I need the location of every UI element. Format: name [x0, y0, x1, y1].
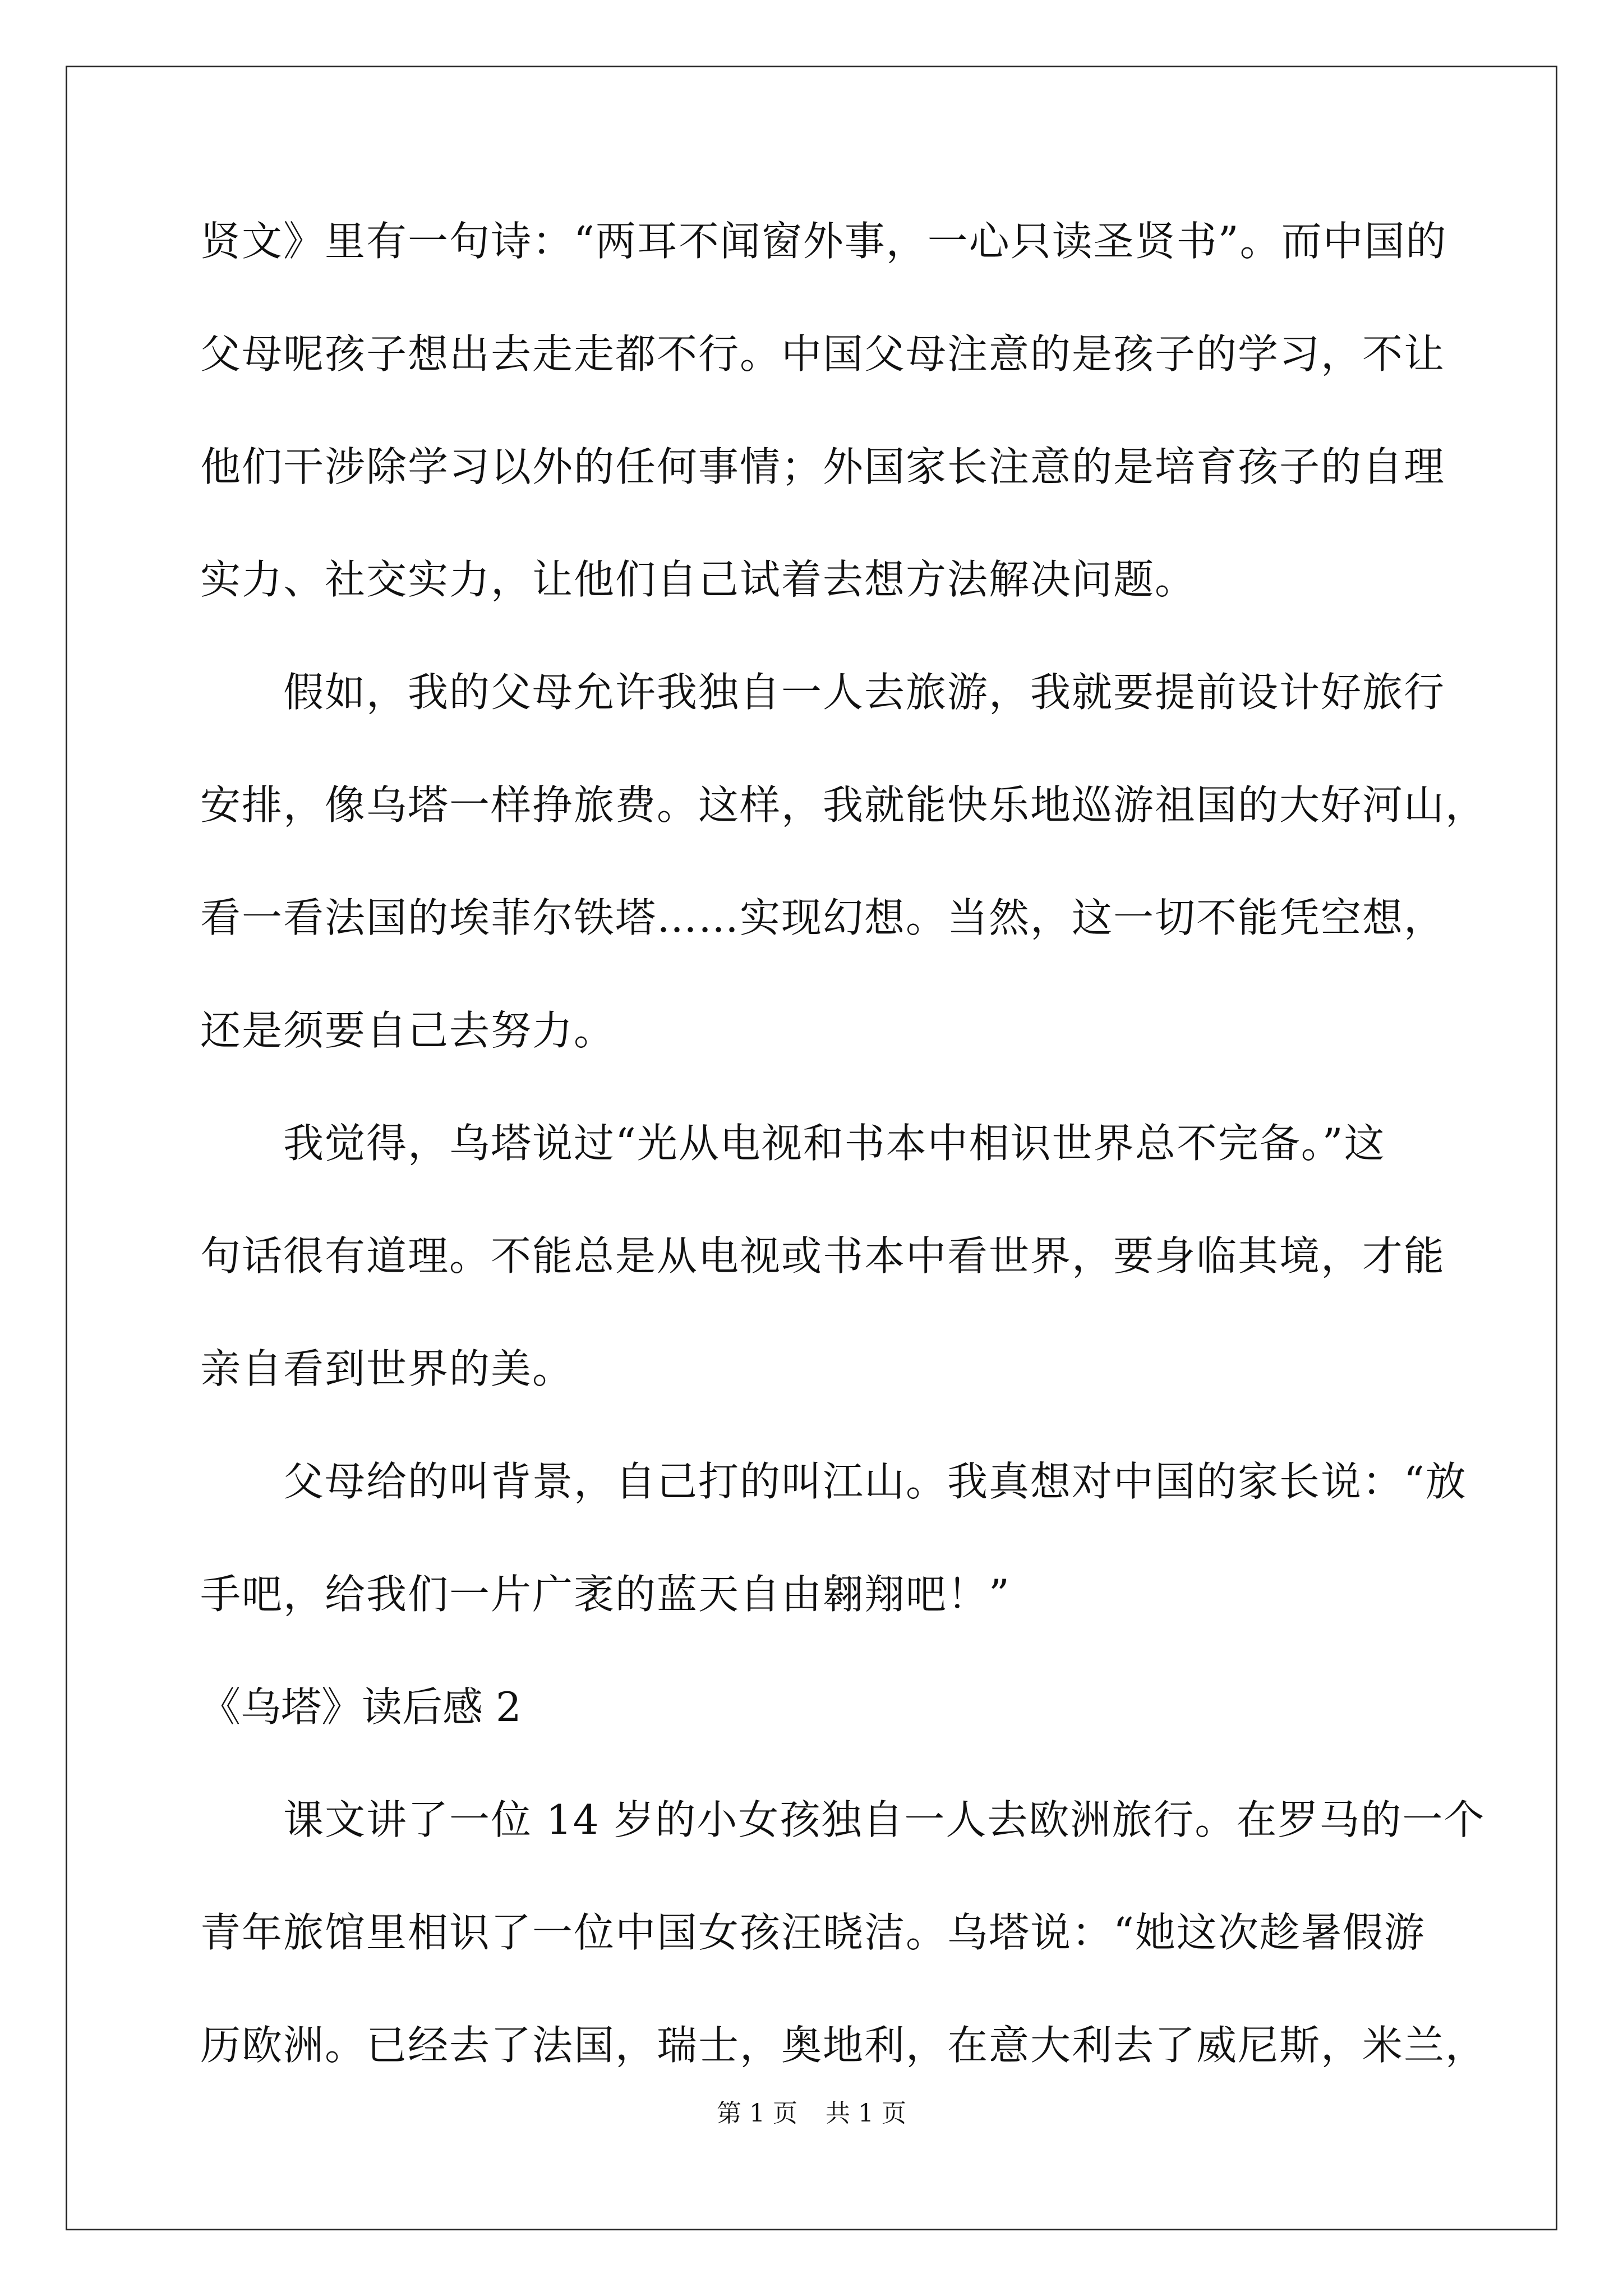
text-line: 实力、社交实力，让他们自己试着去想方法解决问题。	[200, 556, 1197, 603]
text-line: 看一看法国的埃菲尔铁塔……实现幻想。当然，这一切不能凭空想，	[200, 894, 1446, 941]
text-line: 还是须要自己去努力。	[200, 1007, 616, 1054]
page-number: 第 1 页	[717, 2099, 797, 2128]
text-line: 父母给的叫背景，自己打的叫江山。我真想对中国的家长说：“放	[200, 1458, 1467, 1505]
section-heading: 《乌塔》读后感 2	[200, 1683, 522, 1731]
text-line: 亲自看到世界的美。	[200, 1345, 574, 1392]
text-line: 我觉得，乌塔说过“光从电视和书本中相识世界总不完备。”这	[200, 1120, 1386, 1167]
text-line: 假如，我的父母允许我独自一人去旅游，我就要提前设计好旅行	[200, 669, 1446, 716]
text-line: 手吧，给我们一片广袤的蓝天自由翱翔吧！”	[200, 1571, 1011, 1618]
text-line: 句话很有道理。不能总是从电视或书本中看世界，要身临其境，才能	[200, 1232, 1446, 1280]
text-line: 父母呢孩子想出去走走都不行。中国父母注意的是孩子的学习，不让	[200, 330, 1446, 378]
page-footer	[0, 2097, 1623, 2131]
text-line: 贤文》里有一句诗：“两耳不闻窗外事，一心只读圣贤书”。而中国的	[200, 218, 1447, 265]
text-line: 他们干涉除学习以外的任何事情；外国家长注意的是培育孩子的自理	[200, 443, 1446, 490]
text-line: 历欧洲。已经去了法国，瑞士，奥地利，在意大利去了威尼斯，米兰，	[200, 2022, 1487, 2069]
text-line: 课文讲了一位 14 岁的小女孩独自一人去欧洲旅行。在罗马的一个	[200, 1796, 1486, 1843]
text-line: 青年旅馆里相识了一位中国女孩汪晓洁。乌塔说：“她这次趁暑假游	[200, 1909, 1426, 1956]
page-total: 共 1 页	[826, 2099, 906, 2128]
text-line: 安排，像乌塔一样挣旅费。这样，我就能快乐地巡游祖国的大好河山，	[200, 781, 1487, 829]
